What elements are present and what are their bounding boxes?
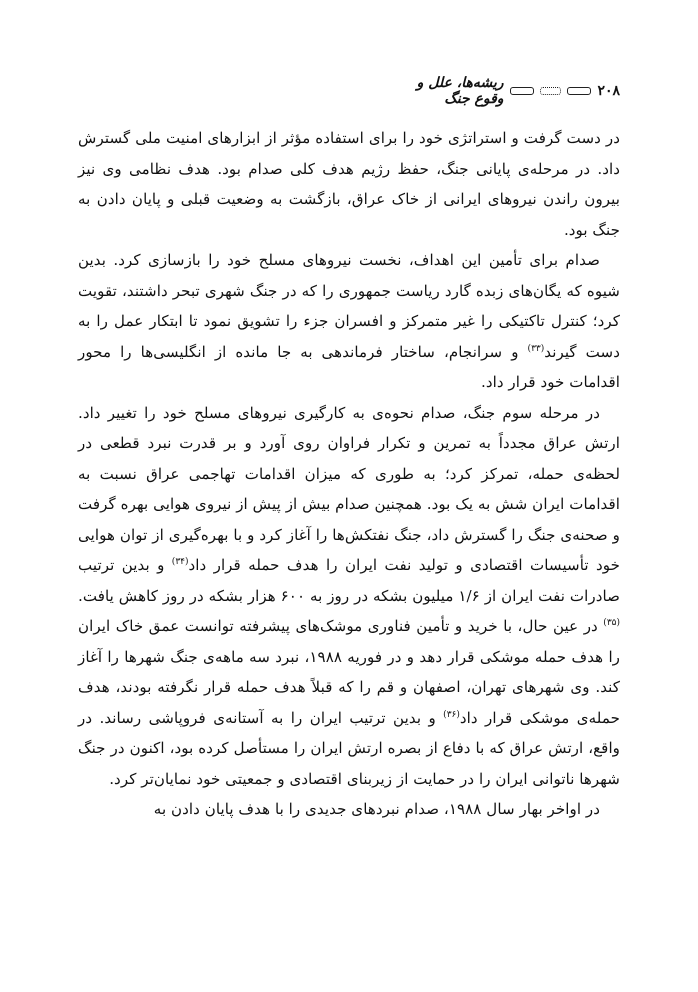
header-rule <box>510 87 534 95</box>
footnote-marker: (۳۴) <box>171 556 189 567</box>
paragraph <box>78 245 620 398</box>
header-rule <box>567 87 591 95</box>
paragraph <box>78 794 620 825</box>
paragraph-text: و بدین ترتیب صادرات نفت ایران از ۱/۶ میلیون بشکه در روز به ۶۰۰ هزار بشکه در روز کاهش یافت. <box>78 556 620 605</box>
paragraph-text: در اواخر بهار سال ۱۹۸۸، صدام نبردهای جدیدی را با هدف پایان دادن به <box>153 800 600 818</box>
footnote-marker: (۳۵) <box>603 617 620 628</box>
paragraph <box>78 123 620 245</box>
paragraph <box>78 398 620 795</box>
footnote-marker: (۳۶) <box>443 709 460 720</box>
paragraph-text: در دست گرفت و استراتژی خود را برای استفاده مؤثر از ابزارهای امنیت ملی گسترش داد. در مرحله‌ی پایانی جنگ، حفظ رژیم هدف کلی صدام بود. هدف نظامی وی نیز بیرون راندن نیروهای ایرانی از خاک عراق، بازگشت به وضعیت قبلی و پایان دادن به جنگ بود. <box>78 129 620 239</box>
page-number: ۲۰۸ <box>597 83 620 99</box>
paragraph-text: در مرحله سوم جنگ، صدام نحوه‌ی به کارگیری نیروهای مسلح خود را تغییر داد. ارتش عراق مجدداً به تمرین و تکرار فراوان روی آورد و بر قدرت نبرد قطعی در لحظه‌ی حمله، تمرکز کرد؛ به طوری که میزان اقدامات تهاجمی عراق نسبت به اقدامات ایران شش به یک بود. همچنین صدام بیش از پیش از نیروی هوایی بهره گرفت و صحنه‌ی جنگ را گسترش داد، جنگ نفتکش‌ها را آغاز کرد و با بهره‌گیری از توان هوایی خود تأسیسات اقتصادی و تولید نفت ایران را هدف حمله قرار داد <box>78 403 620 574</box>
page-header <box>405 75 620 107</box>
paragraph-text: و بدین ترتیب ایران را به آستانه‌ی فروپاشی رساند. در واقع، ارتش عراق که با دفاع از بصره ارتش ایران را مستأصل کرده بود، اکنون در جنگ شهرها ناتوانی ایران را در حمایت از زیربنای اقتصادی و جمعیتی خود نمایان‌تر کرد. <box>78 708 620 788</box>
header-dotted-rule <box>540 87 562 95</box>
body-text <box>78 123 620 825</box>
paragraph-text: در عین حال، با خرید و تأمین فناوری موشک‌های پیشرفته توانست عمق خاک ایران را هدف حمله موشکی قرار دهد و در فوریه ۱۹۸۸، نبرد سه ماهه‌ی جنگ شهرها را آغاز کند. وی شهرهای تهران، اصفهان و قم را که قبلاً هدف حمله قرار نگرفته بودند، هدف حمله‌ی موشکی قرار داد <box>78 617 620 727</box>
running-title: ریشه‌ها، علل و وقوع جنگ <box>416 75 504 107</box>
paragraph-text: و سرانجام، ساختار فرماندهی به جا مانده از انگلیسی‌ها را محور اقدامات خود قرار داد. <box>78 342 620 391</box>
paragraph-text: صدام برای تأمین این اهداف، نخست نیروهای مسلح خود را بازسازی کرد. بدین شیوه که یگان‌های زبده گارد ریاست جمهوری را که در جنگ شهری تبحر داشتند، تقویت کرد؛ کنترل تاکتیکی را غیر متمرکز و افسران جزء را تشویق نمود تا ابتکار عمل را به دست گیرند <box>78 251 621 361</box>
footnote-marker: (۳۳) <box>527 343 545 354</box>
